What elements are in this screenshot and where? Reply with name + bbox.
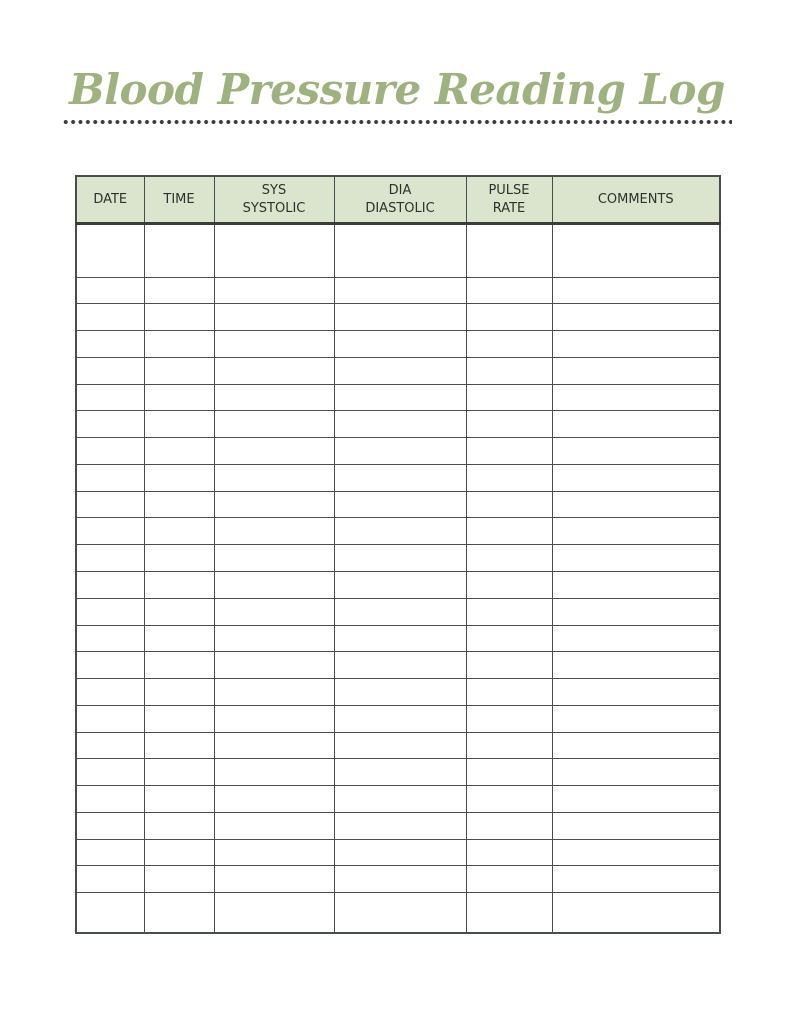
cell-comments[interactable] <box>552 625 720 652</box>
cell-comments[interactable] <box>552 705 720 732</box>
table-row <box>76 277 720 304</box>
column-header-date <box>76 176 144 224</box>
cell-pulse[interactable] <box>466 464 552 491</box>
cell-time[interactable] <box>144 545 214 572</box>
column-header-dia-label: DIA <box>388 182 412 198</box>
cell-date[interactable] <box>76 304 144 331</box>
cell-date[interactable] <box>76 411 144 438</box>
table-row <box>76 491 720 518</box>
cell-time[interactable] <box>144 812 214 839</box>
table-row <box>76 732 720 759</box>
table-row <box>76 518 720 545</box>
cell-date[interactable] <box>76 812 144 839</box>
cell-pulse[interactable] <box>466 625 552 652</box>
cell-comments[interactable] <box>552 491 720 518</box>
cell-time[interactable] <box>144 331 214 358</box>
cell-comments[interactable] <box>552 277 720 304</box>
cell-pulse[interactable] <box>466 357 552 384</box>
cell-diastolic[interactable] <box>334 625 466 652</box>
cell-date[interactable] <box>76 839 144 866</box>
cell-systolic[interactable] <box>214 866 334 893</box>
table-row <box>76 224 720 278</box>
cell-date[interactable] <box>76 571 144 598</box>
cell-time[interactable] <box>144 679 214 706</box>
cell-date[interactable] <box>76 598 144 625</box>
cell-comments[interactable] <box>552 732 720 759</box>
cell-comments[interactable] <box>552 357 720 384</box>
cell-pulse[interactable] <box>466 786 552 813</box>
cell-comments[interactable] <box>552 438 720 465</box>
cell-pulse[interactable] <box>466 224 552 278</box>
cell-date[interactable] <box>76 786 144 813</box>
cell-diastolic[interactable] <box>334 679 466 706</box>
cell-date[interactable] <box>76 732 144 759</box>
cell-pulse[interactable] <box>466 812 552 839</box>
table-row <box>76 893 720 933</box>
cell-comments[interactable] <box>552 839 720 866</box>
column-header-time <box>144 176 214 224</box>
cell-systolic[interactable] <box>214 759 334 786</box>
cell-systolic[interactable] <box>214 679 334 706</box>
table-row <box>76 759 720 786</box>
cell-pulse[interactable] <box>466 518 552 545</box>
cell-systolic[interactable] <box>214 491 334 518</box>
cell-date[interactable] <box>76 866 144 893</box>
cell-systolic[interactable] <box>214 893 334 933</box>
cell-diastolic[interactable] <box>334 518 466 545</box>
cell-diastolic[interactable] <box>334 759 466 786</box>
cell-pulse[interactable] <box>466 866 552 893</box>
cell-comments[interactable] <box>552 464 720 491</box>
cell-pulse[interactable] <box>466 571 552 598</box>
cell-pulse[interactable] <box>466 652 552 679</box>
cell-diastolic[interactable] <box>334 224 466 278</box>
cell-comments[interactable] <box>552 786 720 813</box>
cell-time[interactable] <box>144 839 214 866</box>
cell-systolic[interactable] <box>214 732 334 759</box>
cell-time[interactable] <box>144 759 214 786</box>
cell-comments[interactable] <box>552 679 720 706</box>
table-row <box>76 571 720 598</box>
column-header-date-label: DATE <box>93 191 128 207</box>
cell-systolic[interactable] <box>214 705 334 732</box>
cell-date[interactable] <box>76 331 144 358</box>
cell-diastolic[interactable] <box>334 652 466 679</box>
column-header-pulse-sublabel: RATE <box>492 200 526 216</box>
cell-date[interactable] <box>76 357 144 384</box>
table-row <box>76 464 720 491</box>
cell-date[interactable] <box>76 491 144 518</box>
cell-pulse[interactable] <box>466 304 552 331</box>
blood-pressure-log-table <box>75 175 721 934</box>
cell-comments[interactable] <box>552 304 720 331</box>
dotted-divider <box>62 118 732 126</box>
cell-comments[interactable] <box>552 545 720 572</box>
cell-systolic[interactable] <box>214 652 334 679</box>
page-title: Blood Pressure Reading Log <box>69 65 725 114</box>
cell-time[interactable] <box>144 625 214 652</box>
cell-pulse[interactable] <box>466 545 552 572</box>
cell-diastolic[interactable] <box>334 866 466 893</box>
cell-comments[interactable] <box>552 866 720 893</box>
cell-systolic[interactable] <box>214 518 334 545</box>
column-header-time-label: TIME <box>163 191 195 207</box>
cell-comments[interactable] <box>552 518 720 545</box>
cell-time[interactable] <box>144 384 214 411</box>
cell-time[interactable] <box>144 277 214 304</box>
cell-pulse[interactable] <box>466 839 552 866</box>
column-header-dia <box>334 176 466 224</box>
cell-systolic[interactable] <box>214 357 334 384</box>
cell-systolic[interactable] <box>214 304 334 331</box>
table-row <box>76 384 720 411</box>
cell-systolic[interactable] <box>214 464 334 491</box>
cell-systolic[interactable] <box>214 331 334 358</box>
table-row <box>76 786 720 813</box>
cell-diastolic[interactable] <box>334 464 466 491</box>
cell-time[interactable] <box>144 732 214 759</box>
log-table-body <box>76 224 720 934</box>
cell-time[interactable] <box>144 224 214 278</box>
cell-pulse[interactable] <box>466 705 552 732</box>
cell-time[interactable] <box>144 438 214 465</box>
cell-diastolic[interactable] <box>334 411 466 438</box>
cell-systolic[interactable] <box>214 839 334 866</box>
column-header-sys <box>214 176 334 224</box>
cell-systolic[interactable] <box>214 571 334 598</box>
cell-systolic[interactable] <box>214 411 334 438</box>
cell-diastolic[interactable] <box>334 545 466 572</box>
table-row <box>76 625 720 652</box>
table-row <box>76 357 720 384</box>
table-row <box>76 331 720 358</box>
cell-pulse[interactable] <box>466 438 552 465</box>
cell-time[interactable] <box>144 893 214 933</box>
cell-comments[interactable] <box>552 384 720 411</box>
cell-time[interactable] <box>144 571 214 598</box>
cell-systolic[interactable] <box>214 786 334 813</box>
cell-diastolic[interactable] <box>334 277 466 304</box>
column-header-pulse-label: PULSE <box>488 182 530 198</box>
cell-date[interactable] <box>76 464 144 491</box>
cell-time[interactable] <box>144 304 214 331</box>
cell-comments[interactable] <box>552 571 720 598</box>
cell-diastolic[interactable] <box>334 893 466 933</box>
cell-diastolic[interactable] <box>334 384 466 411</box>
table-row <box>76 545 720 572</box>
column-header-sys-sublabel: SYSTOLIC <box>242 200 306 216</box>
cell-date[interactable] <box>76 679 144 706</box>
cell-systolic[interactable] <box>214 598 334 625</box>
table-row <box>76 839 720 866</box>
table-row <box>76 652 720 679</box>
cell-systolic[interactable] <box>214 277 334 304</box>
cell-pulse[interactable] <box>466 732 552 759</box>
table-row <box>76 705 720 732</box>
column-header-comments-label: COMMENTS <box>597 191 674 207</box>
cell-systolic[interactable] <box>214 812 334 839</box>
cell-date[interactable] <box>76 438 144 465</box>
cell-date[interactable] <box>76 625 144 652</box>
cell-time[interactable] <box>144 598 214 625</box>
table-row <box>76 598 720 625</box>
cell-systolic[interactable] <box>214 625 334 652</box>
cell-diastolic[interactable] <box>334 491 466 518</box>
cell-date[interactable] <box>76 545 144 572</box>
cell-comments[interactable] <box>552 224 720 278</box>
cell-date[interactable] <box>76 705 144 732</box>
cell-systolic[interactable] <box>214 224 334 278</box>
cell-date[interactable] <box>76 518 144 545</box>
column-header-sys-label: SYS <box>261 182 287 198</box>
cell-comments[interactable] <box>552 411 720 438</box>
cell-pulse[interactable] <box>466 331 552 358</box>
cell-diastolic[interactable] <box>334 331 466 358</box>
column-header-dia-sublabel: DIASTOLIC <box>365 200 435 216</box>
cell-systolic[interactable] <box>214 384 334 411</box>
cell-pulse[interactable] <box>466 384 552 411</box>
cell-time[interactable] <box>144 518 214 545</box>
cell-pulse[interactable] <box>466 598 552 625</box>
cell-pulse[interactable] <box>466 491 552 518</box>
column-header-comments <box>552 176 720 224</box>
cell-date[interactable] <box>76 893 144 933</box>
cell-time[interactable] <box>144 464 214 491</box>
cell-comments[interactable] <box>552 893 720 933</box>
cell-diastolic[interactable] <box>334 357 466 384</box>
cell-comments[interactable] <box>552 759 720 786</box>
cell-diastolic[interactable] <box>334 571 466 598</box>
cell-systolic[interactable] <box>214 545 334 572</box>
cell-pulse[interactable] <box>466 893 552 933</box>
cell-time[interactable] <box>144 491 214 518</box>
cell-pulse[interactable] <box>466 411 552 438</box>
cell-systolic[interactable] <box>214 438 334 465</box>
cell-date[interactable] <box>76 277 144 304</box>
cell-diastolic[interactable] <box>334 304 466 331</box>
table-row <box>76 679 720 706</box>
table-row <box>76 438 720 465</box>
cell-diastolic[interactable] <box>334 705 466 732</box>
cell-time[interactable] <box>144 652 214 679</box>
cell-diastolic[interactable] <box>334 598 466 625</box>
cell-date[interactable] <box>76 652 144 679</box>
cell-comments[interactable] <box>552 812 720 839</box>
cell-date[interactable] <box>76 384 144 411</box>
cell-comments[interactable] <box>552 598 720 625</box>
cell-time[interactable] <box>144 866 214 893</box>
cell-time[interactable] <box>144 705 214 732</box>
cell-pulse[interactable] <box>466 277 552 304</box>
cell-pulse[interactable] <box>466 679 552 706</box>
cell-pulse[interactable] <box>466 759 552 786</box>
table-row <box>76 304 720 331</box>
cell-comments[interactable] <box>552 652 720 679</box>
cell-diastolic[interactable] <box>334 438 466 465</box>
cell-time[interactable] <box>144 786 214 813</box>
cell-diastolic[interactable] <box>334 812 466 839</box>
cell-diastolic[interactable] <box>334 786 466 813</box>
cell-date[interactable] <box>76 224 144 278</box>
cell-comments[interactable] <box>552 331 720 358</box>
cell-diastolic[interactable] <box>334 732 466 759</box>
cell-diastolic[interactable] <box>334 839 466 866</box>
table-row <box>76 812 720 839</box>
table-row <box>76 866 720 893</box>
column-header-pulse <box>466 176 552 224</box>
cell-date[interactable] <box>76 759 144 786</box>
header-row <box>76 176 720 224</box>
table-row <box>76 411 720 438</box>
cell-time[interactable] <box>144 357 214 384</box>
cell-time[interactable] <box>144 411 214 438</box>
